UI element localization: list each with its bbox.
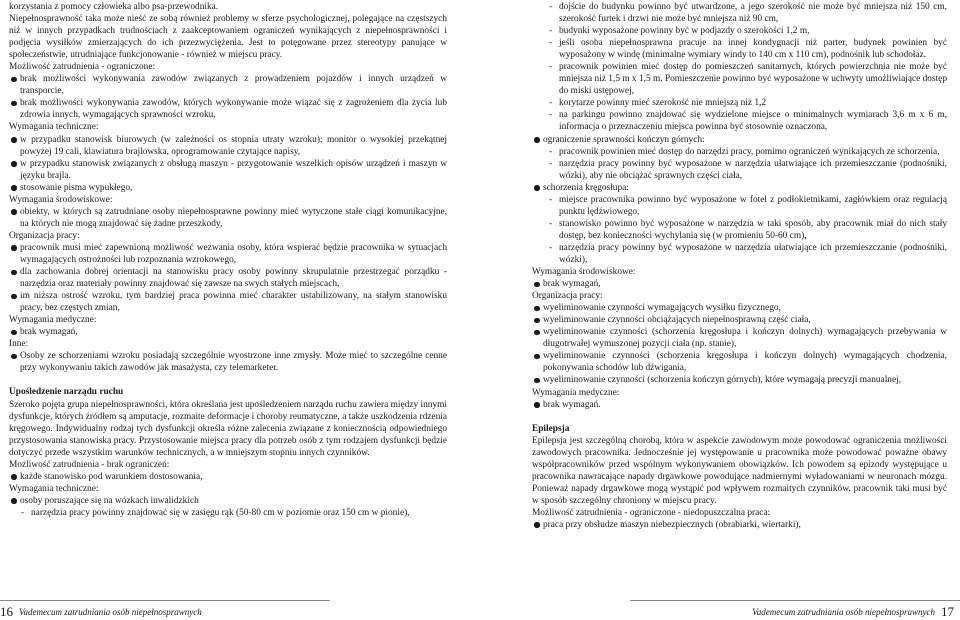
- page-number: 17: [941, 604, 954, 619]
- right-column: [532, 1, 947, 531]
- paragraph: Szeroko pojęta grupa niepełnosprawności, która określana jest upośledzeniem narządu ruchu zawiera między innymi dysfunkcje, których źródłem są amputacje, rozmaite deformacje i choroby reumatyczne, a także uszkodzenia rdzenia kręgowego. Indywidualny rodzaj tych dysfunkcji określa różne zalecenia związane z koniecznością odpowiedniego przystosowania stanowiska pracy. Przystosowanie miejsca pracy dla potrzeb osób z tym rodzajem dysfunkcji będzie dotyczyć przede wszystkim warunków technicznych, a w mniejszym stopniu innych czynników.: [9, 399, 447, 458]
- bullet-item: wyeliminowanie czynności (schorzenia kręgosłupa i kończyn dolnych) wymagających chodzenia, pokonywania schodów lub dźwigania,: [532, 350, 947, 374]
- dash-item: - pracownik powinien mieć dostęp do narzędzi pracy, pomimo ograniczeń wynikających ze schorzenia,: [532, 146, 947, 158]
- dash-item: - dojście do budynku powinno być utwardzone, a jego szerokość nie może być mniejsza niż 150 cm, szerokość furtek i drzwi nie może być mniejsza niż 90 cm,: [532, 1, 947, 25]
- footer-rule-left: [0, 600, 330, 601]
- bullet-item: schorzenia kręgosłupa:: [532, 182, 947, 194]
- bullet-item: praca przy obsłudze maszyn niebezpiecznych (obrabiarki, wiertarki),: [532, 519, 947, 531]
- footer-title: Vademecum zatrudniania osób niepełnosprawnych: [752, 607, 935, 617]
- bullet-item: w przypadku stanowisk biurowych (w zależności os stopnia utraty wzroku): monitor o wysokiej przekątnej powyżej 19 cali, klawiatura brajlowska, oprogramowanie czytające napisy,: [9, 134, 447, 158]
- paragraph: Możliwość zatrudnienia - ograniczone:: [9, 62, 156, 73]
- bullet-item: wyeliminowanie czynności obciążających niepełnosprawną część ciała,: [532, 314, 947, 326]
- dash-item: - miejsce pracownika powinno być wyposażone w fotel z podłokietnikami, zagłówkiem oraz regulacją punktu lędźwiowego,: [532, 194, 947, 218]
- section-title: Upośledzenie narządu ruchu: [9, 387, 124, 398]
- dash-item: - na parkingu powinno znajdować się wydzielone miejsce o minimalnych wymiarach 3,6 m x 6 m, informacja o przeznaczeniu miejsca powinna być stosownie oznaczona,: [532, 109, 947, 133]
- subheading: Wymagania medyczne:: [532, 387, 620, 398]
- dash-item: - jeśli osoba niepełnosprawna pracuje na innej kondygnacji niż parter, budynek powinien być wyposażony w windę (minimalne wymiary windy to 140 cm x 110 cm), podnośnik lub schodołaz.: [532, 37, 947, 61]
- bullet-item: brak możliwości wykonywania zawodów związanych z prowadzeniem pojazdów i innych urządzeń w transporcie,: [9, 73, 447, 97]
- bullet-item: każde stanowisko pod warunkiem dostosowania,: [9, 471, 447, 483]
- bullet-item: osoby poruszające się na wózkach inwalidzkich: [9, 495, 447, 507]
- dash-item: - narzędzia pracy powinny być wyposażone w narzędzia ułatwiające ich przemieszczanie (podnośniki, wózki),: [532, 242, 947, 266]
- footer-title: Vademecum zatrudniania osób niepełnosprawnych: [19, 607, 202, 617]
- subheading: Wymagania techniczne:: [9, 483, 99, 494]
- bullet-item: brak wymagań,: [532, 278, 947, 290]
- paragraph: korzystania z pomocy człowieka albo psa-przewodnika.: [9, 2, 219, 12]
- bullet-item: wyeliminowanie czynności (schorzenia kręgosłupa i kończyn dolnych) wymagających przebywania w długotrwałej wymuszonej pozycji ciała (np. stanie),: [532, 326, 947, 350]
- spacer: [532, 411, 947, 423]
- subheading: Wymagania techniczne:: [9, 122, 99, 133]
- bullet-item: brak możliwości wykonywania zawodów, których wykonywanie może wiązać się z zagrożeniem dla życia lub zdrowia innych, wymagających sprawności wzroku,: [9, 97, 447, 121]
- bullet-item: Osoby ze schorzeniami wzroku posiadają szczególnie wyostrzone inne zmysły. Może mieć to szczególne cenne przy wykonywaniu takich zawodów jak masażysta, czy telemarketer.: [9, 350, 447, 374]
- dash-item: - korytarze powinny mieć szerokość nie mniejszą niż 1,2: [532, 97, 947, 109]
- spacer: [9, 374, 447, 386]
- paragraph: Możliwość zatrudnienia - ograniczone - niedopuszczalna praca:: [532, 507, 771, 518]
- subheading: Wymagania środowiskowe:: [9, 194, 113, 205]
- bullet-item: im niższa ostrość wzroku, tym bardziej praca powinna mieć charakter ustabilizowany, na stałym stanowisku pracy, bez częstych zmian,: [9, 290, 447, 314]
- subheading: Wymagania medyczne:: [9, 315, 97, 326]
- dash-item: - narzędzia pracy powinny być wyposażone w narzędzia ułatwiające ich przemieszczanie (podnośniki, wózki), aby nie obciążać sprawnych części ciała,: [532, 158, 947, 182]
- subheading: Organizacja pracy:: [9, 230, 80, 241]
- paragraph: Epilepsja jest szczególną chorobą, która w aspekcie zawodowym może powodować ograniczenia możliwości zawodowych pracownika. Jednocześnie jej występowanie u pracownika może powodować poważne obawy współpracowników przed wspólnym wykonywaniem obowiązków. Ich powodem są epizody występujące u pracownika nawracające napady drgawkowe powodujące nadmiernymi wyładowaniami w neuronach mózgu. Ponieważ napady drgawkowe mogą wystąpić pod wpływem rozmaitych czynników, pracownik taki musi być w sposób szczególny chroniony w miejscu pracy.: [532, 435, 947, 506]
- section-title: Epilepsja: [532, 423, 570, 434]
- dash-item: - stanowisko powinno być wyposażone w narzędzia w taki sposób, aby pracownik miał do nich stały dostęp, bez konieczności wychylania się (w promieniu 50-60 cm),: [532, 218, 947, 242]
- bullet-item: wyeliminowanie czynności (schorzenia kończyn górnych), które wymagają precyzji manualnej,: [532, 374, 947, 386]
- paragraph: Możliwość zatrudnienia - brak ograniczeń:: [9, 459, 170, 470]
- subheading: Inne:: [9, 339, 29, 350]
- bullet-item: brak wymagań.: [532, 399, 947, 411]
- dash-item: - budynki wyposażone powinny być w podjazdy o szerokości 1,2 m,: [532, 25, 947, 37]
- footer-right: [752, 604, 954, 620]
- subheading: Wymagania środowiskowe:: [532, 267, 636, 278]
- paragraph: Niepełnosprawność taka może nieść ze sobą również problemy w sferze psychologicznej, polegające na częstszych niż w innych przypadkach trudnościach z zaakceptowaniem ograniczeń wynikających z niepełnosprawności i podjęcia wysiłków zmierzających do ich przezwyciężenia. Jest to potęgowane przez stereotypy panujące w społeczeństwie, utrudniające funkcjonowanie - również w miejscu pracy.: [9, 14, 447, 61]
- bullet-item: wyeliminowanie czynności wymagających wysiłku fizycznego,: [532, 302, 947, 314]
- bullet-item: ograniczenie sprawności kończyn górnych:: [532, 134, 947, 146]
- bullet-item: stosowanie pisma wypukłego,: [9, 182, 447, 194]
- footer-left: [0, 604, 202, 620]
- bullet-item: obiekty, w których są zatrudniane osoby niepełnosprawne powinny mieć wytyczone stałe ciągi komunikacyjne, na których nie mogą znajdować się żadne przeszkody,: [9, 206, 447, 230]
- bullet-item: w przypadku stanowisk związanych z obsługą maszyn - przygotowanie wszelkich opisów urządzeń i maszyn w języku brajla.: [9, 158, 447, 182]
- dash-item: - pracownik powinien mieć dostęp do pomieszczeń sanitarnych, których powierzchnia nie może być mniejsza niż 1,5 m x 1,5 m. Pomieszczenie powinno być wyposażone w uchwyty umożliwiające dostęp do miski ustępowej,: [532, 61, 947, 97]
- subheading: Organizacja pracy:: [532, 291, 603, 302]
- bullet-item: dla zachowania dobrej orientacji na stanowisku pracy osoby powinny skrupulatnie przestrzegać porządku - narzędzia oraz materiały powinny znajdować się zawsze na swych stałych miejscach,: [9, 266, 447, 290]
- bullet-item: brak wymagań,: [9, 326, 447, 338]
- left-column: [9, 1, 447, 519]
- dash-item: - narzędzia pracy powinny znajdować się w zasięgu rąk (50-80 cm w poziomie oraz 150 cm w pionie),: [9, 507, 447, 519]
- footer-rule-right: [630, 600, 960, 601]
- bullet-item: pracownik musi mieć zapewnioną możliwość wezwania osoby, która wspierać będzie pracownika w sytuacjach wymagających ostrożności lub rozpoznania wzrokowego,: [9, 242, 447, 266]
- page-number: 16: [0, 604, 13, 619]
